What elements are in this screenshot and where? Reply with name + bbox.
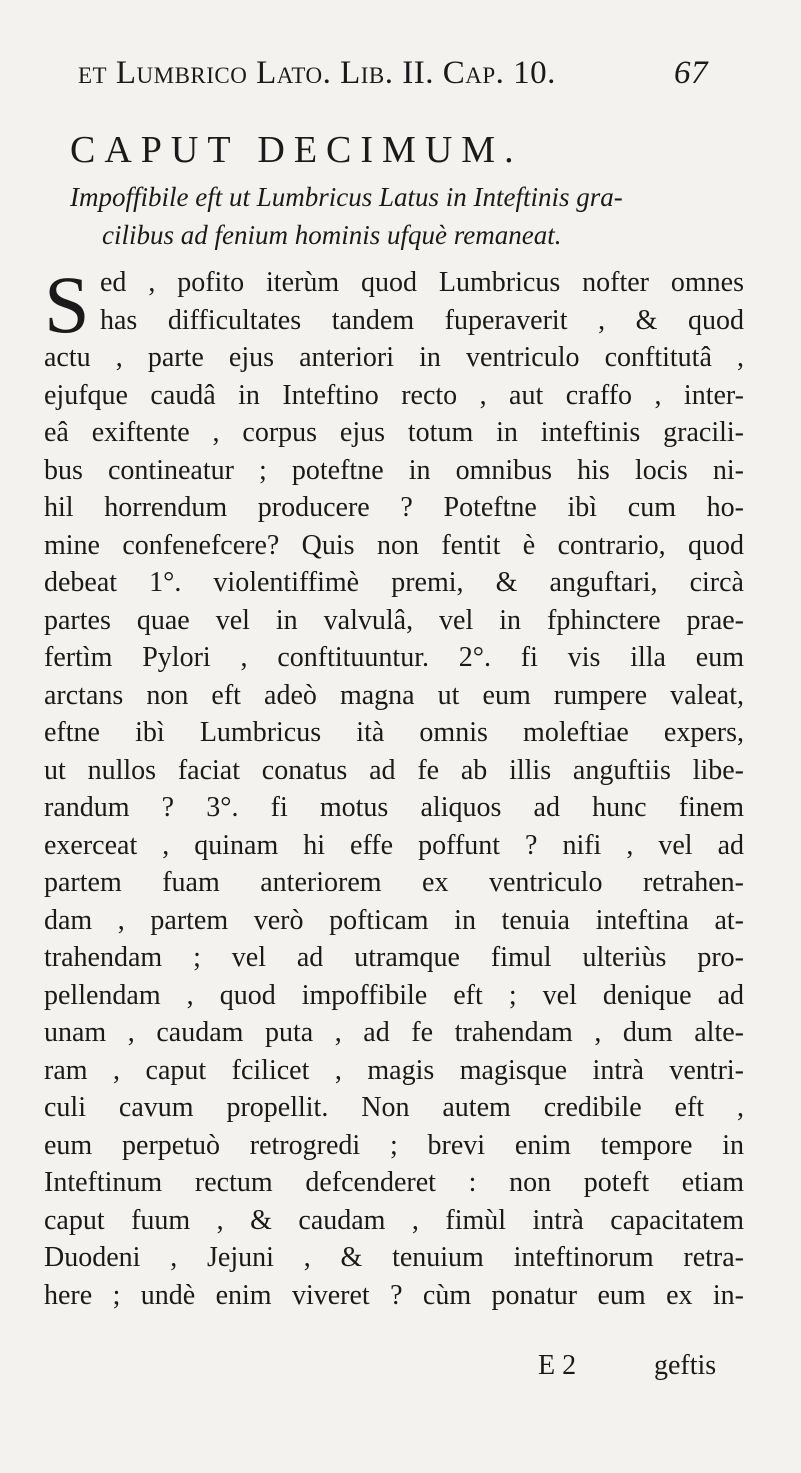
text-line: dam , partem verò pofticam in tenuia inteftina at- <box>44 904 744 936</box>
text-line: trahendam ; vel ad utramque fimul ulteriùs pro- <box>44 942 744 973</box>
text-line: eâ exiftente , corpus ejus totum in inteftinis gracili- <box>44 417 744 448</box>
text-line: bus contineatur ; poteftne in omnibus his locis ni- <box>44 454 744 486</box>
text-line: arctans non eft adeò magna ut eum rumpere valeat, <box>44 679 744 711</box>
text-line: hil horrendum producere ? Poteftne ibì cum ho- <box>44 492 744 523</box>
text-line: exerceat , quinam hi effe poffunt ? nifi , vel ad <box>44 829 744 861</box>
text-line: debeat 1°. violentiffimè premi, & anguftari, circà <box>44 567 744 598</box>
chapter-title: CAPUT DECIMUM. <box>70 129 523 171</box>
text-line: unam , caudam puta , ad fe trahendam , dum alte- <box>44 1017 744 1048</box>
summary-line-2: cilibus ad fenium hominis ufquè remaneat. <box>102 220 562 250</box>
catchword: geftis <box>654 1350 717 1381</box>
text-line: fertìm Pylori , conftituuntur. 2°. fi vis illa eum <box>44 642 744 673</box>
text-line: eum perpetuò retrogredi ; brevi enim tempore in <box>44 1129 744 1161</box>
text-line: Duodeni , Jejuni , & tenuium inteftinorum retra- <box>44 1242 744 1273</box>
text-line: here ; undè enim viveret ? cùm ponatur eum ex in- <box>44 1279 744 1311</box>
signature-mark: E 2 <box>538 1350 577 1381</box>
drop-cap: S <box>44 259 90 350</box>
running-head-title: et Lumbrico Lato. Lib. II. Cap. 10. <box>78 55 556 91</box>
text-line: pellendam , quod impoffibile eft ; vel denique ad <box>44 979 744 1011</box>
text-line: randum ? 3°. fi motus aliquos ad hunc finem <box>44 792 744 823</box>
text-line: ejufque caudâ in Inteftino recto , aut craffo , inter- <box>44 379 744 411</box>
text-line: culi cavum propellit. Non autem credibile eft , <box>44 1092 744 1123</box>
page-number: 67 <box>674 55 708 91</box>
text-line: eftne ibì Lumbricus ità omnis moleftiae expers, <box>44 717 744 748</box>
text-line: partes quae vel in valvulâ, vel in fphinctere prae- <box>44 604 744 636</box>
text-line: ed , pofito iterùm quod Lumbricus nofter omnes <box>100 267 744 298</box>
text-line: ram , caput fcilicet , magis magisque intrà ventri- <box>44 1054 744 1086</box>
text-line: Inteftinum rectum defcenderet : non poteft etiam <box>44 1167 744 1198</box>
text-line: has difficultates tandem fuperaverit , & quod <box>100 304 744 336</box>
chapter-summary <box>70 178 720 254</box>
text-line: caput fuum , & caudam , fimùl intrà capacitatem <box>44 1204 744 1236</box>
body-text <box>44 259 744 1314</box>
summary-line-1: Impoffibile eft ut Lumbricus Latus in Inteftinis gra- <box>70 182 623 212</box>
running-head <box>78 55 718 92</box>
text-line: mine confenefcere? Quis non fentit è contrario, quod <box>44 529 744 561</box>
text-line: ut nullos faciat conatus ad fe ab illis anguftiis libe- <box>44 754 744 786</box>
text-line: actu , parte ejus anteriori in ventriculo conftitutâ , <box>44 342 744 373</box>
text-line: partem fuam anteriorem ex ventriculo retrahen- <box>44 867 744 898</box>
